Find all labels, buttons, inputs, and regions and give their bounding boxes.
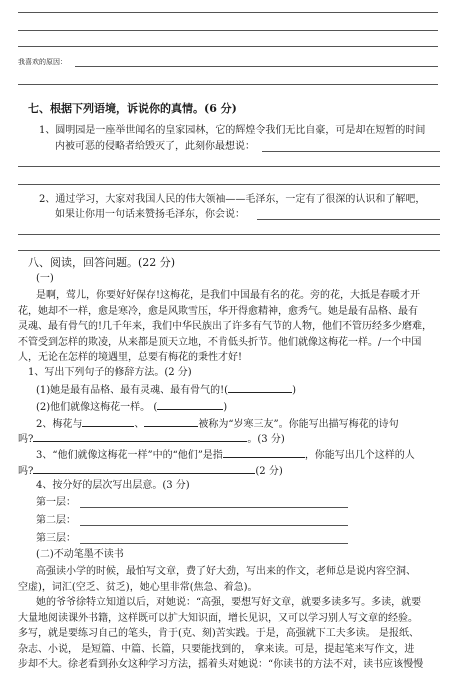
q8-question-2 (36, 416, 399, 431)
q8-question-3-cont (18, 463, 283, 478)
q8-question-2-cont (18, 431, 285, 446)
answer-line (257, 219, 440, 220)
answer-blank[interactable] (144, 416, 198, 427)
passage-2 (18, 564, 442, 673)
q7-item2-line1: 2、通过学习，大家对我国人民的伟大领袖——毛泽东，一定有了很深的认识和了解吧， (39, 194, 426, 205)
q8-question-4: 4、按分好的层次写出层意。(3 分) (36, 480, 190, 491)
passage-line: 多写，就是要练习自己的笔头，肯于(克、刻)苦实践。于是，高强就下工夫多读。 是报纸、 (18, 628, 419, 639)
passage-line: 杂志、小说， 是短篇、中篇、长篇，只要能找到的， 拿来读。可是，提起笔来写作文，进 (18, 643, 415, 655)
answer-line[interactable] (80, 543, 348, 544)
q2-text-e: 。(3 分) (247, 434, 285, 445)
q3-text-c: 吗? (18, 466, 34, 477)
q8-question-3 (36, 447, 415, 462)
q8-question-1: 1、写出下列句子的修辞方法。(2 分) (28, 367, 192, 378)
answer-blank[interactable] (228, 382, 292, 393)
answer-blank[interactable] (33, 463, 255, 474)
q2-text-b: 、 (134, 419, 145, 430)
answer-blank[interactable] (157, 399, 223, 410)
passage-line: 她的爷爷徐特立知道以后，对她说：“高强，要想写好文章，就要多读多写。多读，就要 (36, 597, 422, 608)
passage-line: 是啊，莺儿，你要好好保存!这梅花，是我们中国最有名的花。旁的花，大抵是春暖才开 (36, 290, 421, 301)
q2-text-d: 吗? (18, 434, 34, 445)
answer-line (18, 46, 438, 47)
q1b-end: ) (223, 402, 228, 413)
answer-line (75, 66, 438, 67)
answer-line (262, 151, 440, 152)
q1a-end: ) (292, 385, 296, 396)
answer-line (18, 12, 438, 13)
section-7-heading: 七、根据下列语境，诉说你的真情。(6 分) (28, 102, 237, 115)
answer-line (18, 250, 440, 251)
q7-item2-line2: 如果让你用一句话来赞扬毛泽东，你会说： (55, 209, 245, 220)
q3-text-b: ，你能写出几个这样的人 (304, 450, 415, 461)
answer-line (18, 166, 440, 167)
passage-line: 高强读小学的时候，最怕写文章，费了好大劲，写出来的作文，老师总是说内容空洞、 (36, 566, 416, 577)
passage-line: 花，她却不一样，愈是寒冷，愈是风欺雪压，华开得愈精神，愈秀气。她是最有品格、最有 (18, 305, 418, 317)
q8-question-1a (36, 382, 296, 397)
passage-line: 灵魂、最有骨气的!几千年来，我们中华民族出了许多有气节的人物，他们不管历经多少磨难， (18, 321, 433, 332)
answer-line (18, 184, 440, 185)
q2-text-a: 2、梅花与 (36, 419, 83, 430)
passage-line: 不管受到怎样的欺凌，从来都是顶天立地，不肯低头折节。他们就像这梅花一样。/一个中国 (18, 336, 422, 348)
q7-item1-line2: 内被可恶的侵略者给毁灭了，此刻你最想说： (55, 141, 255, 152)
q7-item1-line1: 1、圆明园是一座举世闻名的皇家园林，它的辉煌令我们无比自豪，可是却在短暂的时间 (39, 125, 426, 136)
part1-label: (一) (36, 273, 54, 284)
passage-line: 步却不大。徐老看到孙女这种学习方法，摇着头对她说：“你读书的方法不对，读书应该慢慢 (18, 659, 424, 670)
answer-line[interactable] (80, 507, 348, 508)
layer-1-label: 第一层： (36, 497, 76, 508)
layer-3-label: 第三层： (36, 533, 76, 544)
passage-1 (18, 288, 442, 366)
passage-line: 空虚)，词汇(空乏、贫乏)，她心里非常(焦急、着急)。 (18, 581, 258, 593)
favorite-reason-label: 我喜欢的原因： (18, 58, 67, 66)
q3-text-d: (2 分) (255, 466, 283, 477)
passage-line: 人，无论在怎样的境遇里，总要有梅花的秉性才好! (18, 352, 243, 363)
layer-2-label: 第二层： (36, 515, 76, 526)
q1b-text: (2)他们就像这梅花一样。 ( (36, 402, 158, 413)
passage-line: 大量地阅读课外书籍，这样既可以扩大知识面，增长见识，又可以学习别人写文章的经验。 (18, 612, 418, 624)
answer-blank[interactable] (223, 447, 305, 458)
part2-label: (二)不动笔墨不读书 (36, 549, 124, 560)
q8-question-1b (36, 399, 227, 414)
q3-text-a: 3、“他们就像这梅花一样”中的“他们”是指 (36, 450, 223, 461)
answer-line[interactable] (80, 525, 348, 526)
answer-blank[interactable] (33, 431, 247, 442)
section-8-heading: 八、阅读，回答问题。(22 分) (28, 256, 176, 269)
answer-line (18, 30, 438, 31)
q1a-text: (1)她是最有品格、最有灵魂、最有骨气的!( (36, 385, 229, 396)
answer-line (18, 84, 438, 85)
answer-line (18, 234, 440, 235)
q2-text-c: 被称为“岁寒三友”。你能写出描写梅花的诗句 (198, 419, 399, 430)
answer-blank[interactable] (82, 416, 134, 427)
